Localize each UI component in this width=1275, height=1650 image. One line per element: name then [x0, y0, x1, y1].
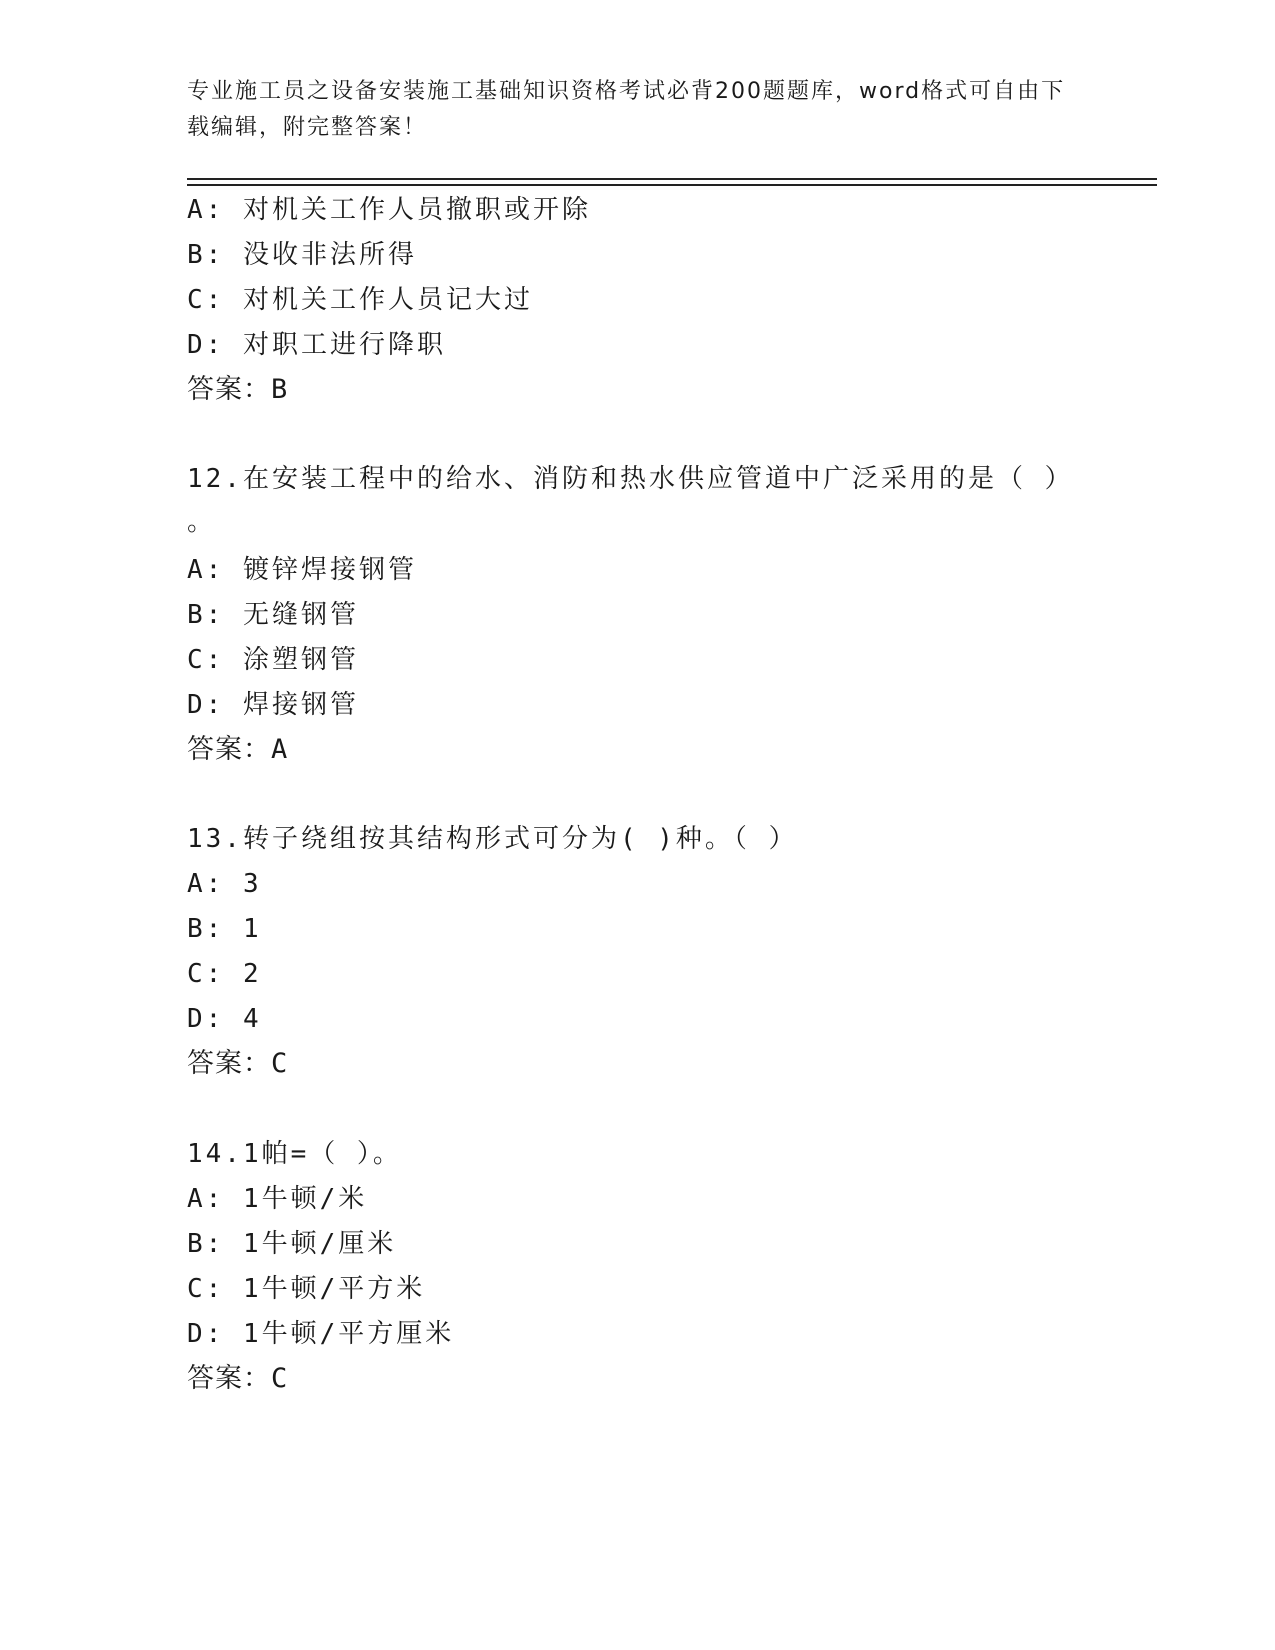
header-divider-bottom [187, 184, 1157, 186]
q14-answer [187, 1362, 288, 1396]
q11-option-b: B: 没收非法所得 [187, 240, 417, 270]
q13-stem: 13.转子绕组按其结构形式可分为( )种。（ ） [187, 824, 798, 854]
q11-answer-label: 答案： [187, 374, 271, 405]
q11-answer-value: B [271, 374, 289, 405]
q12-answer-value: A [271, 734, 289, 765]
q13-option-b: B: 1 [187, 914, 262, 944]
q13-answer-value: C [271, 1048, 289, 1079]
q11-answer [187, 373, 288, 407]
header-divider-top [187, 178, 1157, 180]
q13-answer [187, 1047, 288, 1081]
q14-answer-value: C [271, 1363, 289, 1394]
q12-option-c: C: 涂塑钢管 [187, 645, 359, 675]
q12-stem-continuation: 。 [187, 507, 217, 537]
q13-option-a: A: 3 [187, 869, 262, 899]
q14-stem: 14.1帕=（ ）。 [187, 1139, 402, 1169]
q13-option-d: D: 4 [187, 1004, 262, 1034]
q11-option-d: D: 对职工进行降职 [187, 330, 446, 360]
q14-option-c: C: 1牛顿/平方米 [187, 1274, 426, 1304]
q12-answer [187, 733, 288, 767]
q14-option-b: B: 1牛顿/厘米 [187, 1229, 397, 1259]
q12-stem: 12.在安装工程中的给水、消防和热水供应管道中广泛采用的是（ ） [187, 464, 1074, 494]
q11-option-c: C: 对机关工作人员记大过 [187, 285, 533, 315]
q12-option-b: B: 无缝钢管 [187, 600, 359, 630]
q12-answer-label: 答案： [187, 734, 271, 765]
q12-option-a: A: 镀锌焊接钢管 [187, 555, 417, 585]
q13-answer-label: 答案： [187, 1048, 271, 1079]
q14-option-d: D: 1牛顿/平方厘米 [187, 1319, 455, 1349]
q13-option-c: C: 2 [187, 959, 262, 989]
q11-option-a: A: 对机关工作人员撤职或开除 [187, 195, 591, 225]
q14-answer-label: 答案： [187, 1363, 271, 1394]
document-header-title: 专业施工员之设备安装施工基础知识资格考试必背200题题库，word格式可自由下载编辑，附完整答案！ [187, 79, 1066, 140]
q12-option-d: D: 焊接钢管 [187, 690, 359, 720]
q14-option-a: A: 1牛顿/米 [187, 1184, 368, 1214]
